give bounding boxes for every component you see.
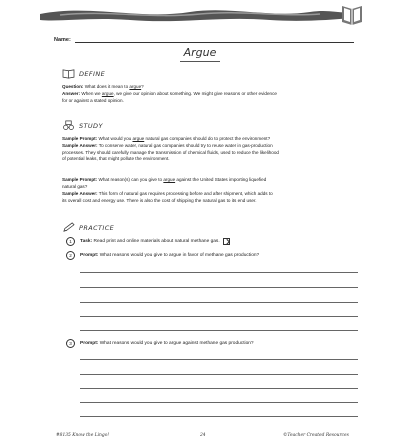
define-label: DEFINE — [79, 69, 106, 78]
answer-line[interactable] — [80, 302, 358, 303]
footer-page-number: 24 — [200, 433, 206, 438]
item-number: 1 — [66, 237, 75, 246]
study-prompt-1 — [62, 136, 362, 143]
answer-text: its overall cost and energy use. There is also the cost of shipping the natural gas to its end user. — [62, 197, 257, 203]
footer-book-title: #8135 Know the Lingo! — [56, 433, 110, 438]
answer-text: To conserve water, natural gas companies should try to reuse water in gas-production — [98, 143, 273, 148]
practice-prompt-2 — [66, 251, 259, 260]
practice-heading — [62, 222, 114, 233]
answer-line[interactable] — [80, 402, 358, 403]
answer-line[interactable] — [80, 287, 358, 288]
answer-suffix: , we give our opinion about something. We might give reasons or other evidence — [113, 91, 277, 96]
prompt-word: argue — [132, 136, 145, 141]
study-prompt-2 — [62, 177, 362, 190]
prompt-text: natural gas companies should do to protect the environment? — [144, 136, 271, 141]
answer-line[interactable] — [80, 374, 358, 375]
question-label: Question: — [62, 84, 84, 89]
sample-answer-label: Sample Answer: — [62, 143, 98, 148]
study-answer-1 — [62, 143, 362, 163]
answer-line[interactable] — [80, 330, 358, 331]
answer-line[interactable] — [80, 359, 358, 360]
answer-line2: for or against a stated opinion. — [62, 97, 124, 103]
answer-word: argue — [101, 91, 114, 96]
name-label: Name: — [54, 37, 71, 43]
practice-task-1 — [66, 237, 230, 246]
item-number: 3 — [66, 339, 75, 348]
sample-prompt-label: Sample Prompt: — [62, 177, 98, 182]
book-icon — [62, 68, 75, 79]
question-suffix: ? — [141, 84, 144, 89]
prompt-word: argue — [163, 177, 176, 182]
prompt-label: Prompt: — [80, 341, 99, 346]
footer-publisher: ©Teacher Created Resources — [283, 433, 349, 438]
define-question — [62, 84, 362, 91]
prompt-text: natural gas? — [62, 183, 88, 189]
task-text: Read print and online materials about natural methane gas. — [93, 239, 220, 244]
glasses-icon — [62, 120, 75, 131]
answer-line[interactable] — [80, 316, 358, 317]
answer-line[interactable] — [80, 272, 358, 273]
book-icon — [342, 6, 362, 25]
title-underline — [180, 61, 220, 62]
practice-prompt-3 — [66, 339, 254, 348]
task-checkbox[interactable] — [223, 238, 230, 245]
define-answer — [62, 91, 362, 104]
answer-text: This form of natural gas requires processing before and after shipment, which adds to — [98, 191, 273, 196]
study-label: STUDY — [79, 121, 103, 130]
study-heading — [62, 120, 103, 131]
sample-prompt-label: Sample Prompt: — [62, 136, 98, 141]
prompt-text: What would you — [98, 136, 133, 141]
name-field-row — [54, 33, 354, 43]
item-number: 2 — [66, 251, 75, 260]
practice-label: PRACTICE — [79, 223, 115, 232]
sample-answer-label: Sample Answer: — [62, 191, 98, 196]
prompt-text: What reasons would you give to argue against methane gas production? — [99, 341, 254, 346]
prompt-text: against the United States importing liquefied — [175, 177, 267, 182]
pencil-icon — [62, 222, 75, 233]
define-heading — [62, 68, 105, 79]
prompt-text: What reason(s) can you give to — [98, 177, 164, 182]
answer-label: Answer: — [62, 91, 81, 96]
answer-line[interactable] — [80, 388, 358, 389]
name-line[interactable] — [75, 36, 354, 43]
page-title: Argue — [183, 46, 217, 59]
answer-text: processes. They should carefully manage the transmission of chemical fluids, used to reduce the likelihood — [62, 149, 279, 155]
prompt-label: Prompt: — [80, 253, 99, 258]
answer-line[interactable] — [80, 416, 358, 417]
answer-text: of potential leaks, that might pollute the environment. — [62, 156, 170, 162]
question-prefix: What does it mean to — [84, 84, 130, 89]
question-word: argue — [129, 84, 142, 89]
header-banner — [0, 0, 400, 30]
prompt-text: What reasons would you give to argue in favor of methane gas production? — [99, 253, 260, 258]
task-label: Task: — [80, 239, 93, 244]
answer-prefix: When we — [81, 91, 102, 96]
study-answer-2 — [62, 191, 362, 204]
